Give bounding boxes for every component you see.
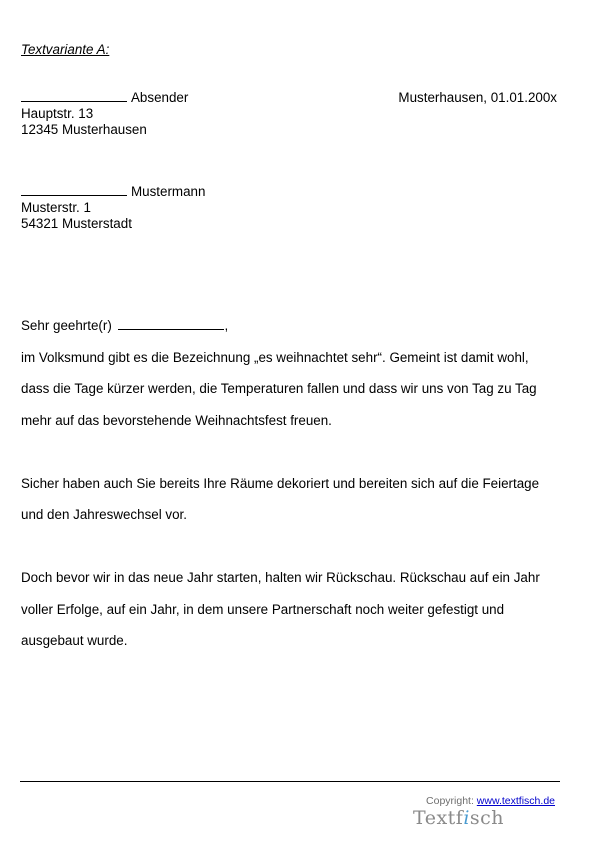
recipient-city: 54321 Musterstadt [21,216,132,231]
salutation-blank [118,318,224,330]
copyright-notice [426,795,555,807]
textfisch-logo [413,807,504,829]
paragraph-line: mehr auf das bevorstehende Weihnachtsfest freuen. [21,412,332,428]
recipient-name-line [21,184,205,200]
paragraph-line: im Volksmund gibt es die Bezeichnung „es weihnachtet sehr“. Gemeint ist damit wohl, [21,349,529,365]
footer-divider [20,781,560,782]
paragraph-line: Doch bevor wir in das neue Jahr starten, halten wir Rückschau. Rückschau auf ein Jahr [21,570,540,585]
salutation-prefix: Sehr geehrte(r) [21,318,112,333]
variant-heading: Textvariante A: [21,42,110,57]
paragraph-line: voller Erfolge, auf ein Jahr, in dem unsere Partnerschaft noch weiter gefestigt und [21,601,505,617]
paragraph-3 [21,562,581,657]
sender-address [21,90,188,138]
sender-name-line [21,90,188,106]
copyright-label: Copyright: [426,795,474,807]
paragraph-line: dass die Tage kürzer werden, die Temperaturen fallen und dass wir uns von Tag zu Tag [21,381,537,396]
place-date: Musterhausen, 01.01.200x [398,90,557,105]
sender-city: 12345 Musterhausen [21,122,147,137]
salutation-suffix: , [224,318,229,333]
logo-text-part3: sch [469,807,505,829]
paragraph-line: und den Jahreswechsel vor. [21,507,187,522]
logo-text-accent: i [463,807,470,829]
letter-body [21,310,581,688]
recipient-label: Mustermann [131,184,206,199]
logo-text-part1: Textf [413,807,464,829]
paragraph-1 [21,342,581,437]
recipient-address [21,184,205,232]
paragraph-2 [21,468,581,531]
salutation [21,310,581,342]
recipient-name-blank [21,184,127,196]
paragraph-line: Sicher haben auch Sie bereits Ihre Räume dekoriert und bereiten sich auf die Feiertage [21,475,540,491]
sender-street: Hauptstr. 13 [21,106,94,121]
sender-label: Absender [131,90,189,105]
website-link[interactable]: www.textfisch.de [476,795,555,807]
sender-name-blank [21,90,127,102]
recipient-street: Musterstr. 1 [21,200,91,215]
paragraph-line: ausgebaut wurde. [21,633,128,648]
